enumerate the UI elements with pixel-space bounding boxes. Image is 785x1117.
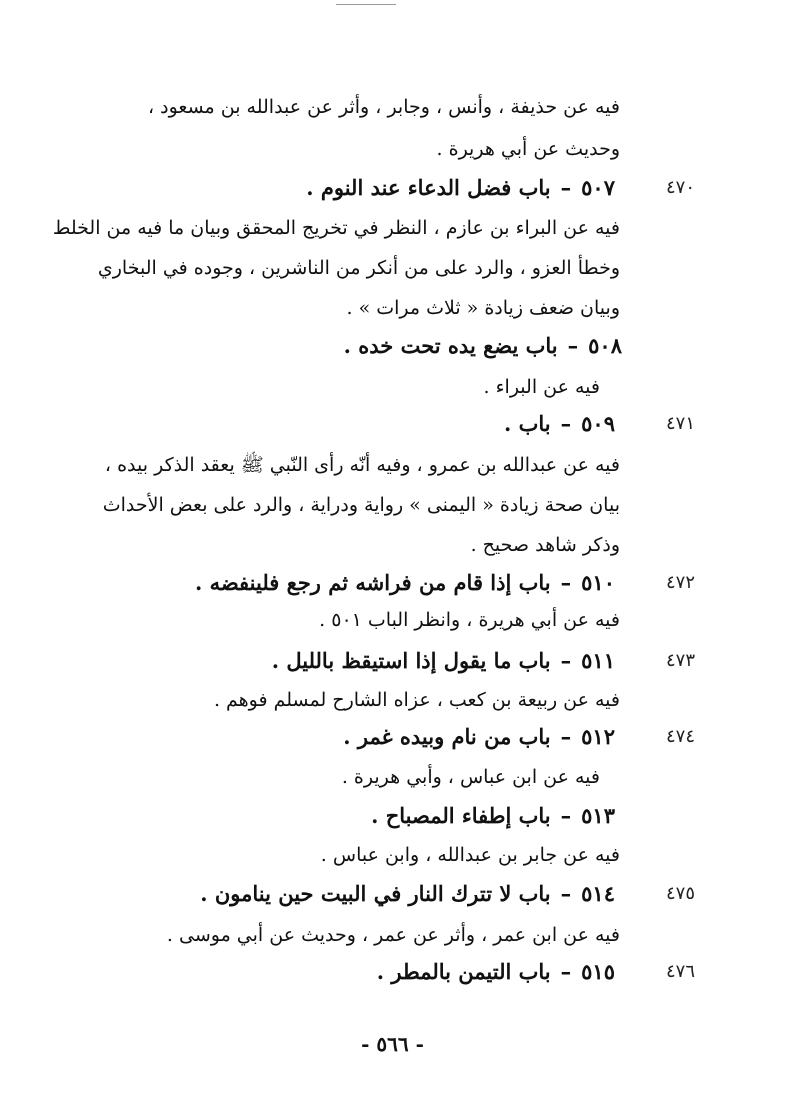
text-line: وذكر شاهد صحيح . — [470, 534, 620, 556]
dash: – — [560, 648, 572, 673]
dash: – — [560, 570, 572, 595]
chapter-title: باب يضع يده تحت خده . — [343, 333, 558, 358]
text-line: فيه عن عبدالله بن عمرو ، وفيه أنّه رأى النّبي ﷺ يعقد الذكر بيده ، — [104, 454, 620, 476]
chapter-heading — [306, 172, 615, 204]
chapter-number: ٥١٥ — [581, 959, 615, 984]
chapter-number: ٥٠٩ — [581, 411, 615, 436]
text-line: وبيان ضعف زيادة « ثلاث مرات » . — [346, 297, 620, 319]
text-line: فيه عن ابن عمر ، وأثر عن عمر ، وحديث عن أبي موسى . — [166, 924, 620, 946]
text-line: فيه عن البراء . — [483, 376, 600, 398]
text-line: وحديث عن أبي هريرة . — [436, 138, 620, 160]
margin-number: ٤٧٢ — [665, 572, 695, 593]
page-number: - ٥٦٦ - — [361, 1032, 424, 1056]
dash: – — [560, 411, 572, 436]
text-line: وخطأ العزو ، والرد على من أنكر من الناشرين ، وجوده في البخاري — [97, 257, 620, 279]
margin-number: ٤٧٤ — [665, 726, 695, 747]
chapter-title: باب فضل الدعاء عند النوم . — [306, 175, 551, 200]
chapter-number: ٥١١ — [581, 648, 615, 673]
chapter-heading — [195, 567, 615, 599]
chapter-title: باب التيمن بالمطر . — [376, 959, 551, 984]
chapter-number: ٥١٤ — [581, 881, 615, 906]
dash: – — [567, 333, 579, 358]
dash: – — [560, 724, 572, 749]
chapter-title: باب ما يقول إذا استيقظ بالليل . — [271, 648, 551, 673]
chapter-title: باب من نام وبيده غمر . — [343, 724, 551, 749]
chapter-heading — [504, 408, 615, 440]
text-line: فيه عن ربيعة بن كعب ، عزاه الشارح لمسلم فوهم . — [213, 689, 620, 711]
dash: – — [560, 803, 572, 828]
margin-number: ٤٧٥ — [665, 883, 695, 904]
chapter-title: باب إطفاء المصباح . — [371, 803, 551, 828]
text-line: فيه عن ابن عباس ، وأبي هريرة . — [341, 766, 600, 788]
chapter-heading — [343, 721, 615, 753]
margin-number: ٤٧٦ — [665, 961, 695, 982]
dash: – — [560, 881, 572, 906]
text-line: فيه عن البراء بن عازم ، النظر في تخريج المحقق وبيان ما فيه من الخلط — [52, 217, 620, 239]
chapter-number: ٥١٠ — [581, 570, 615, 595]
chapter-title: باب لا تترك النار في البيت حين ينامون . — [200, 881, 551, 906]
chapter-number: ٥١٢ — [581, 724, 615, 749]
text-line: فيه عن جابر بن عبدالله ، وابن عباس . — [320, 844, 620, 866]
dash: – — [560, 959, 572, 984]
text-line: فيه عن أبي هريرة ، وانظر الباب ٥٠١ . — [319, 609, 620, 631]
chapter-number: ٥٠٨ — [588, 333, 622, 358]
margin-number: ٤٧٣ — [665, 650, 695, 671]
chapter-heading — [344, 330, 622, 362]
margin-number: ٤٧٠ — [665, 177, 695, 198]
dash: – — [560, 175, 572, 200]
text-line: فيه عن حذيفة ، وأنس ، وجابر ، وأثر عن عبدالله بن مسعود ، — [147, 96, 620, 118]
chapter-title: باب إذا قام من فراشه ثم رجع فلينفضه . — [194, 570, 551, 595]
margin-number: ٤٧١ — [665, 413, 695, 434]
chapter-title: باب . — [504, 411, 551, 436]
chapter-heading — [200, 878, 615, 910]
chapter-heading — [377, 956, 615, 988]
chapter-heading — [371, 800, 615, 832]
chapter-number: ٥٠٧ — [581, 175, 615, 200]
chapter-number: ٥١٣ — [581, 803, 615, 828]
text-line: بيان صحة زيادة « اليمنى » رواية ودراية ، والرد على بعض الأحداث — [102, 494, 620, 516]
chapter-heading — [272, 645, 615, 677]
